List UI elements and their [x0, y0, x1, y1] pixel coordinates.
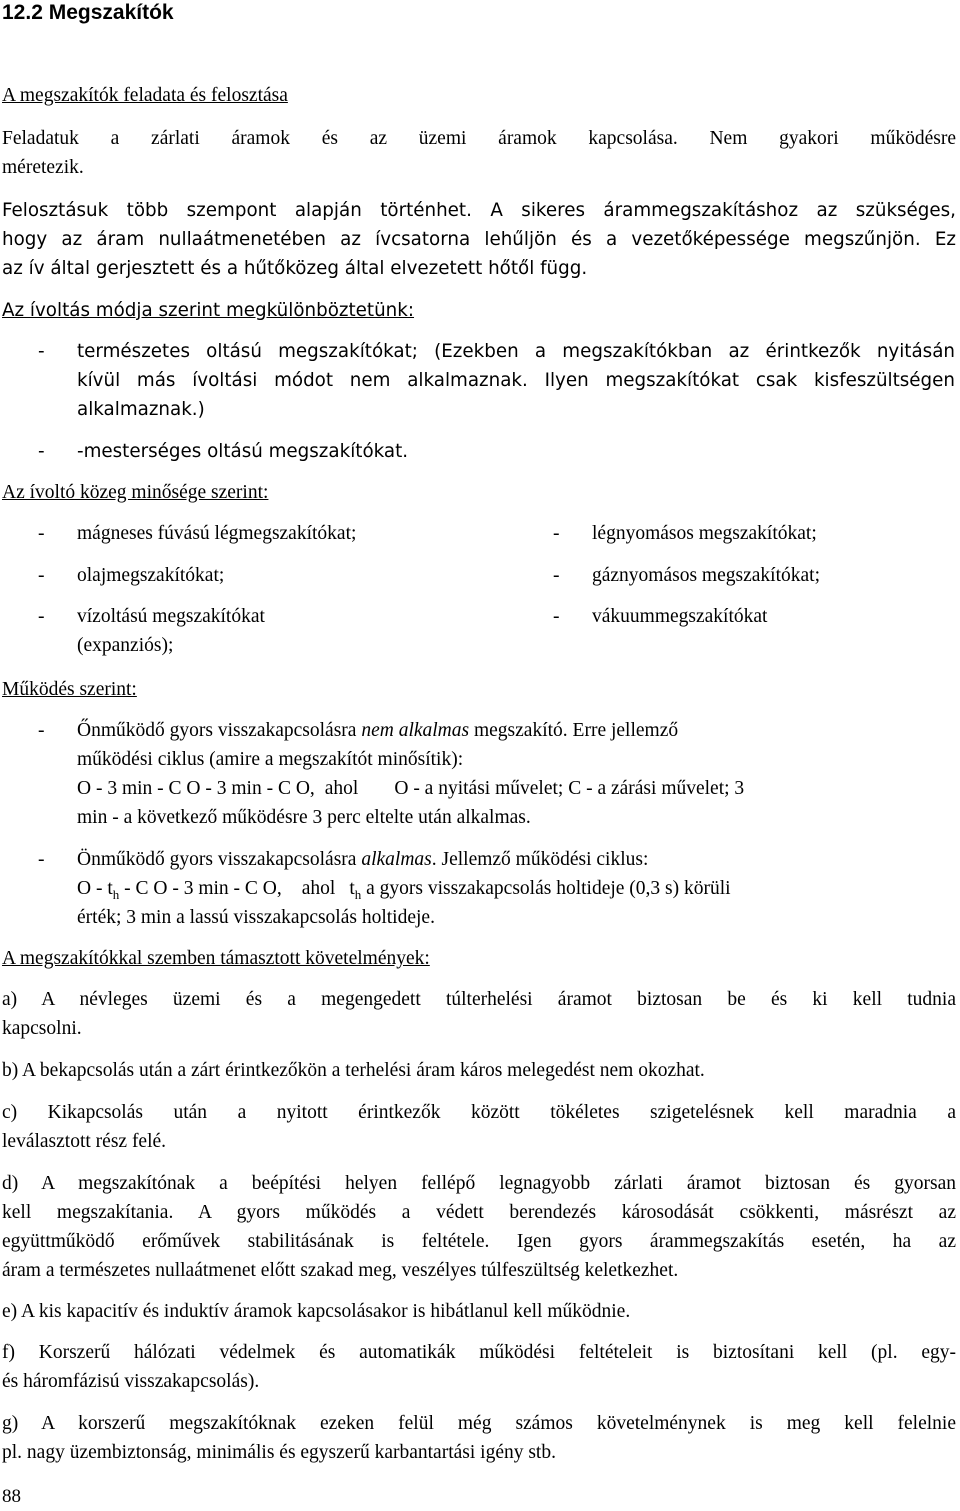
requirement-e: e) A kis kapacitív és induktív áramok kapcsolásakor is hibátlanul kell működnie.: [2, 1301, 631, 1322]
text-line: leválasztott rész felé.: [2, 1131, 167, 1152]
list-dash: -: [38, 441, 45, 462]
requirements-title: A megszakítókkal szemben támasztott követelmények:: [2, 948, 430, 969]
emphasis-text: nem alkalmas: [361, 720, 470, 741]
list-dash: -: [553, 565, 560, 586]
subsection-title: A megszakítók feladata és felosztása: [2, 85, 288, 106]
list-dash: -: [553, 523, 560, 544]
text-line: d) A megszakítónak a beépítési helyen fellépő legnagyobb zárlati áramot biztosan és gyorsan: [2, 1173, 956, 1194]
text-run: a gyors visszakapcsolás holtideje (0,3 s) körüli: [361, 878, 731, 899]
text-line: működési ciklus (amire a megszakítót minősítik):: [77, 749, 464, 770]
text-line: alkalmaznak.): [77, 399, 205, 420]
text-line: kapcsolni.: [2, 1018, 82, 1039]
text-line: vízoltású megszakítókat: [77, 606, 265, 627]
list-dash: -: [38, 720, 45, 741]
list-dash: -: [38, 606, 45, 627]
list-dash: -: [553, 606, 560, 627]
text-run: . Jellemző működési ciklus:: [431, 849, 649, 870]
list-item: [38, 337, 956, 427]
text-line: -mesterséges oltású megszakítókat.: [77, 441, 409, 462]
text-line: Feladatuk a zárlati áramok és az üzemi áramok kapcsolása. Nem gyakori működésre: [2, 128, 956, 149]
list-dash: -: [38, 341, 45, 362]
text-line: f) Korszerű hálózati védelmek és automatikák működési feltételeit is biztosítani kell (pl. egy-: [2, 1342, 956, 1363]
section-heading: 12.2 Megszakítók: [2, 1, 174, 24]
text-line: [77, 716, 955, 745]
text-line: a) A névleges üzemi és a megengedett túlterhelési áramot biztosan be és ki kell tudnia: [2, 989, 956, 1010]
list-dash: -: [38, 565, 45, 586]
text-line: [77, 845, 955, 874]
text-line: együttműködő erőművek stabilitásának is feltétele. Igen gyors árammegszakítás esetén, ha az: [2, 1231, 956, 1252]
list-dash: -: [38, 523, 45, 544]
text-run: ahol: [301, 878, 336, 899]
text-line: természetes oltású megszakítókat; (Ezekben a megszakítókban az érintkezők nyitásán: [77, 341, 955, 362]
list-title-mukodes: Működés szerint:: [2, 679, 137, 700]
list-item: [38, 716, 956, 836]
text-line: áram a természetes nullaátmenet előtt szakad meg, veszélyes túlfeszültség keletkezhet.: [2, 1260, 679, 1281]
text-line: kívül más ívoltási módot nem alkalmaznak. Ilyen megszakítókat csak kisfeszültségen: [77, 370, 955, 391]
text-line: [77, 774, 955, 803]
text-line: hogy az áram nullaátmenetében az ívcsatorna lehűljön és a vezetőképessége megszűnjön. Ez: [2, 229, 956, 250]
list-item: [38, 845, 956, 935]
text-line: min - a következő működésre 3 perc eltelte után alkalmas.: [77, 807, 531, 828]
text-run: O - a nyitási művelet; C - a zárási művelet; 3: [394, 778, 745, 799]
list-dash: -: [38, 849, 45, 870]
text-run: Önműködő gyors visszakapcsolásra: [77, 849, 362, 870]
requirement-b: b) A bekapcsolás után a zárt érintkezőkön a terhelési áram káros melegedést nem okozhat.: [2, 1060, 705, 1081]
page-number: 88: [2, 1486, 21, 1507]
text-line: pl. nagy üzembiztonság, minimális és egyszerű karbantartási igény stb.: [2, 1442, 556, 1463]
text-line: az ív által gerjesztett és a hűtőközeg által elvezetett hőtől függ.: [2, 258, 588, 279]
text-run: megszakító. Erre jellemző: [469, 720, 679, 741]
text-line: kell megszakítania. A gyors működés a védett berendezés károsodását csökkenti, másrészt az: [2, 1202, 956, 1223]
text-line: mágneses fúvású légmegszakítókat;: [77, 523, 357, 544]
text-line: méretezik.: [2, 157, 84, 178]
subscript: h: [354, 886, 362, 902]
text-line: légnyomásos megszakítókat;: [592, 523, 817, 544]
list-title-kozeg: Az ívoltó közeg minősége szerint:: [2, 482, 269, 503]
list-title-ivoltas: Az ívoltás módja szerint megkülönböztetünk:: [2, 300, 415, 321]
text-line: g) A korszerű megszakítóknak ezeken felül még számos követelménynek is meg kell felelnie: [2, 1413, 956, 1434]
text-line: gáznyomásos megszakítókat;: [592, 565, 820, 586]
text-run: t: [349, 878, 355, 899]
text-line: és háromfázisú visszakapcsolás).: [2, 1371, 260, 1392]
text-line: c) Kikapcsolás után a nyitott érintkezők között tökéletes szigetelésnek kell maradnia a: [2, 1102, 956, 1123]
text-line: érték; 3 min a lassú visszakapcsolás holtideje.: [77, 907, 435, 928]
text-line: vákuummegszakítókat: [592, 606, 768, 627]
emphasis-text: alkalmas: [361, 849, 432, 870]
text-run: ahol: [324, 778, 359, 799]
text-line: olajmegszakítókat;: [77, 565, 225, 586]
cycle-formula: O - t: [77, 878, 113, 899]
text-line: (expanziós);: [77, 635, 174, 656]
cycle-formula: - C O - 3 min - C O,: [119, 878, 282, 899]
text-run: Őnműködő gyors visszakapcsolásra: [77, 720, 362, 741]
cycle-formula: O - 3 min - C O - 3 min - C O,: [77, 778, 315, 799]
text-line: Felosztásuk több szempont alapján történhet. A sikeres árammegszakításhoz az szükséges,: [2, 200, 956, 221]
subscript: h: [112, 886, 120, 902]
